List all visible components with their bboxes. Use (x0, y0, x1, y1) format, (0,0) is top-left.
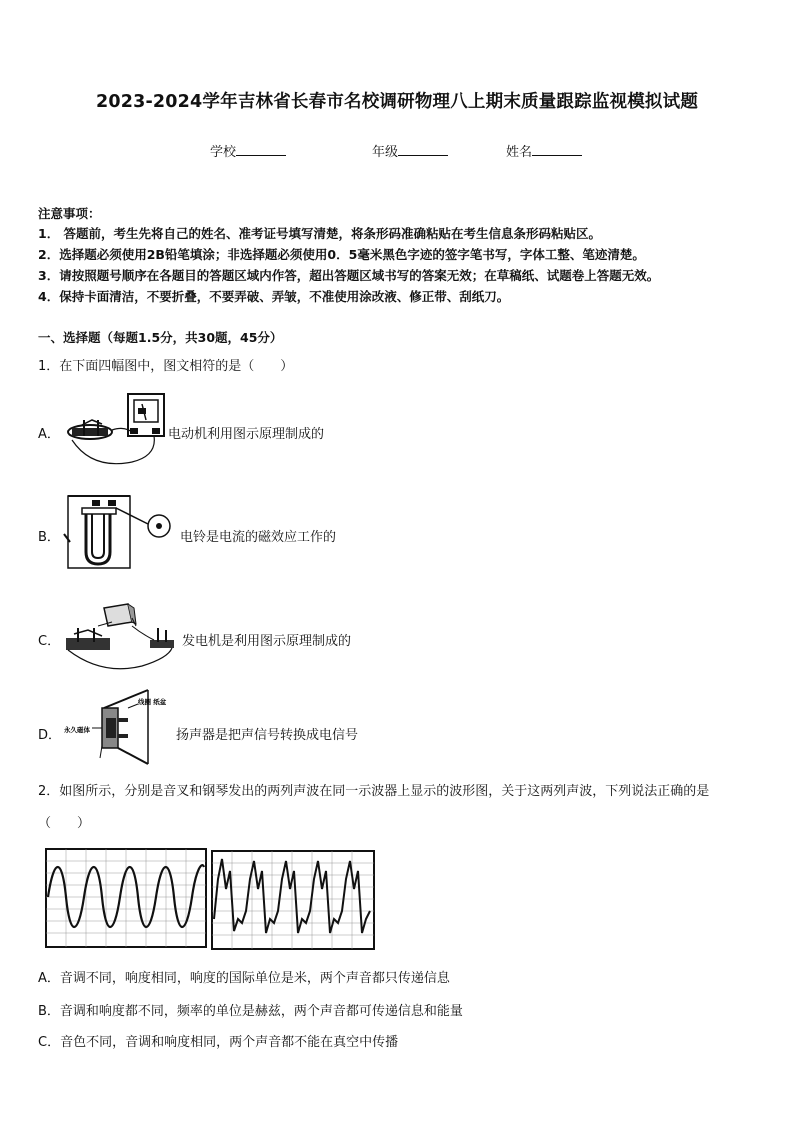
motor-diagram (62, 390, 172, 470)
bell-diagram (62, 494, 177, 572)
q1-stem: 1．在下面四幅图中，图文相符的是（ ） (38, 359, 294, 374)
name-blank (532, 143, 582, 156)
waveform-piano (210, 849, 378, 953)
speaker-diagram (62, 688, 182, 768)
q2-option-b: B．音调和响度都不同，频率的单位是赫兹，两个声音都可传递信息和能量 (38, 1004, 463, 1019)
generator-diagram (62, 600, 182, 680)
grade-label: 年级 (372, 145, 399, 160)
q1-option-d-text: 扬声器是把声信号转换成电信号 (176, 728, 359, 743)
school-field (210, 141, 286, 160)
school-label: 学校 (210, 145, 237, 160)
q1-option-a-letter: A． (38, 427, 60, 442)
q2-stem-line2: （ ） (38, 816, 91, 831)
name-field (506, 141, 582, 160)
note-item-4: 4．保持卡面清洁，不要折叠，不要弄破、弄皱，不准使用涂改液、修正带、刮纸刀。 (38, 289, 510, 304)
grade-field (372, 141, 448, 160)
section-heading: 一、选择题（每题1.5分，共30题，45分） (38, 330, 283, 345)
q2-stem-line1: 2．如图所示，分别是音叉和钢琴发出的两列声波在同一示波器上显示的波形图，关于这两列声波，下列说法正确的是 (38, 784, 710, 799)
note-item-2: 2．选择题必须使用2B铅笔填涂；非选择题必须使用0．5毫米黑色字迹的签字笔书写，字体工整、笔迹清楚。 (38, 247, 645, 262)
q1-option-b-text: 电铃是电流的磁效应工作的 (180, 530, 337, 545)
note-item-3: 3．请按照题号顺序在各题目的答题区域内作答，超出答题区域书写的答案无效；在草稿纸、试题卷上答题无效。 (38, 268, 660, 283)
page-title: 2023-2024学年吉林省长春市名校调研物理八上期末质量跟踪监视模拟试题 (95, 92, 699, 112)
q1-option-c-letter: C． (38, 634, 61, 649)
name-label: 姓名 (506, 145, 533, 160)
q1-option-c-text: 发电机是利用图示原理制成的 (182, 634, 352, 649)
d-label-left: 永久磁体 (64, 726, 90, 734)
q2-option-a: A．音调不同，响度相同，响度的国际单位是米，两个声音都只传递信息 (38, 971, 450, 986)
school-blank (236, 143, 286, 156)
waveform-tuning-fork (44, 847, 209, 951)
q1-option-a-text: 电动机利用图示原理制成的 (168, 427, 325, 442)
q1-option-d-letter: D． (38, 728, 62, 743)
grade-blank (398, 143, 448, 156)
notes-heading: 注意事项： (38, 206, 101, 221)
q1-option-b-letter: B． (38, 530, 60, 545)
note-item-1: 1． 答题前，考生先将自己的姓名、准考证号填写清楚，将条形码准确粘贴在考生信息条形码粘贴区。 (38, 226, 602, 241)
q2-option-c: C．音色不同，音调和响度相同，两个声音都不能在真空中传播 (38, 1035, 399, 1050)
d-label-right: 线圈 纸盆 (138, 698, 167, 706)
